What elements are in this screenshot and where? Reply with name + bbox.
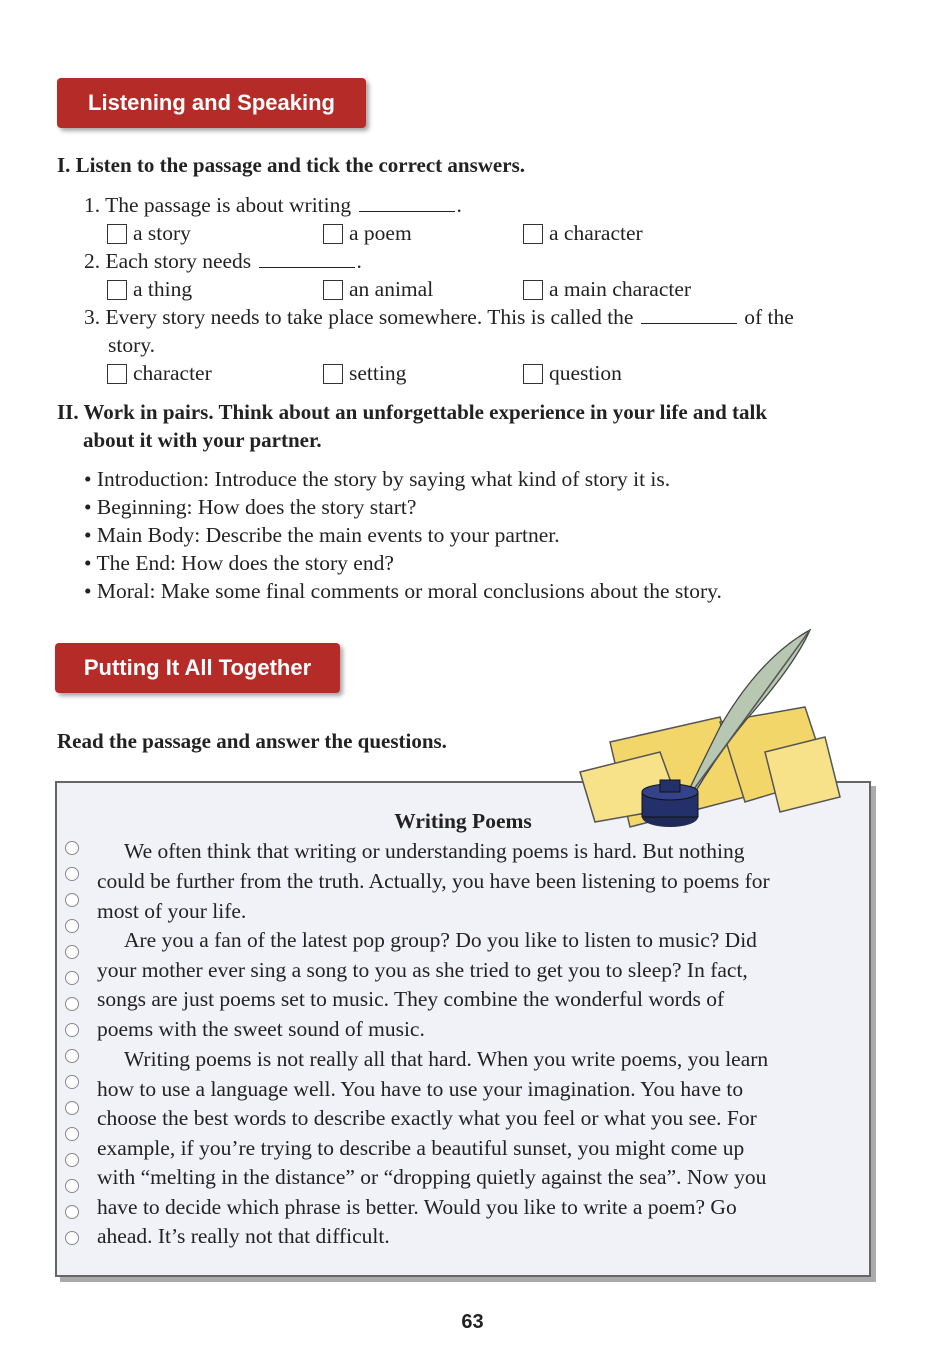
section-banner-together: Putting It All Together: [55, 643, 340, 693]
passage-line: example, if you’re trying to describe a beautiful sunset, you might come up: [97, 1136, 745, 1160]
question-2: 2. Each story needs .: [84, 249, 362, 273]
option-q2-c[interactable]: a main character: [523, 277, 691, 302]
binder-ring-icon: [65, 867, 79, 881]
passage-line: choose the best words to describe exactly what you feel or what you see. For: [97, 1106, 757, 1130]
option-q1-c[interactable]: a character: [523, 221, 643, 246]
ink-bottle-icon: [642, 780, 698, 827]
answer-blank: [641, 305, 737, 324]
section-banner-listening: Listening and Speaking: [57, 78, 366, 128]
question-3-text: 3. Every story needs to take place somewhere. This is called the: [84, 305, 634, 329]
question-1-text: 1. The passage is about writing: [84, 193, 352, 217]
binder-ring-icon: [65, 919, 79, 933]
binder-ring-icon: [65, 1127, 79, 1141]
passage-line: most of your life.: [97, 899, 247, 923]
binder-ring-icon: [65, 997, 79, 1011]
passage-line: We often think that writing or understanding poems is hard. But nothing: [124, 839, 745, 863]
passage-title: Writing Poems: [394, 809, 532, 833]
passage-line: with “melting in the distance” or “dropping quietly against the sea”. Now you: [97, 1165, 767, 1189]
passage-box: [55, 781, 871, 1277]
binder-ring-icon: [65, 945, 79, 959]
binder-ring-icon: [65, 1153, 79, 1167]
binder-ring-icon: [65, 1205, 79, 1219]
option-q3-b[interactable]: setting: [323, 361, 406, 386]
page-number: 63: [461, 1311, 484, 1333]
checkbox[interactable]: [523, 364, 543, 384]
checkbox[interactable]: [323, 364, 343, 384]
option-q1-a[interactable]: a story: [107, 221, 191, 246]
checkbox[interactable]: [107, 224, 127, 244]
part2-heading-continued: about it with your partner.: [83, 428, 322, 452]
binder-ring-icon: [65, 893, 79, 907]
passage-instruction: Read the passage and answer the questions.: [57, 729, 447, 753]
passage-line: Are you a fan of the latest pop group? Do you like to listen to music? Did: [124, 928, 757, 952]
binder-ring-icon: [65, 841, 79, 855]
binder-ring-icon: [65, 1101, 79, 1115]
bullet-item: • Moral: Make some final comments or moral conclusions about the story.: [84, 579, 722, 603]
option-q2-a[interactable]: a thing: [107, 277, 192, 302]
binder-ring-icon: [65, 971, 79, 985]
passage-line: Writing poems is not really all that hard. When you write poems, you learn: [124, 1047, 769, 1071]
binder-ring-icon: [65, 1179, 79, 1193]
passage-line: could be further from the truth. Actually, you have been listening to poems for: [97, 869, 770, 893]
passage-line: ahead. It’s really not that difficult.: [97, 1224, 390, 1248]
option-q1-b[interactable]: a poem: [323, 221, 412, 246]
bullet-item: • Main Body: Describe the main events to your partner.: [84, 523, 560, 547]
question-3-continued: story.: [108, 333, 155, 357]
passage-line: how to use a language well. You have to use your imagination. You have to: [97, 1077, 744, 1101]
option-q2-b[interactable]: an animal: [323, 277, 433, 302]
answer-blank: [259, 249, 355, 268]
checkbox[interactable]: [523, 280, 543, 300]
option-q3-a[interactable]: character: [107, 361, 212, 386]
part2-heading: II. Work in pairs. Think about an unforgettable experience in your life and talk: [57, 400, 768, 424]
part1-heading: I. Listen to the passage and tick the correct answers.: [57, 153, 525, 177]
checkbox[interactable]: [107, 280, 127, 300]
option-q3-c[interactable]: question: [523, 361, 622, 386]
quill-paper-illustration: [570, 622, 850, 837]
checkbox[interactable]: [323, 280, 343, 300]
question-2-text: 2. Each story needs: [84, 249, 252, 273]
passage-line: poems with the sweet sound of music.: [97, 1017, 425, 1041]
binder-ring-icon: [65, 1023, 79, 1037]
bullet-item: • Introduction: Introduce the story by saying what kind of story it is.: [84, 467, 671, 491]
question-3: 3. Every story needs to take place somewhere. This is called the of the: [84, 305, 794, 329]
checkbox[interactable]: [107, 364, 127, 384]
passage-line: have to decide which phrase is better. Would you like to write a poem? Go: [97, 1195, 737, 1219]
bullet-item: • Beginning: How does the story start?: [84, 495, 417, 519]
answer-blank: [359, 193, 455, 212]
passage-line: your mother ever sing a song to you as she tried to get you to sleep? In fact,: [97, 958, 748, 982]
checkbox[interactable]: [523, 224, 543, 244]
binder-ring-icon: [65, 1049, 79, 1063]
binder-ring-icon: [65, 1075, 79, 1089]
question-1: 1. The passage is about writing .: [84, 193, 462, 217]
checkbox[interactable]: [323, 224, 343, 244]
passage-line: songs are just poems set to music. They combine the wonderful words of: [97, 987, 725, 1011]
binder-ring-icon: [65, 1231, 79, 1245]
bullet-item: • The End: How does the story end?: [84, 551, 394, 575]
